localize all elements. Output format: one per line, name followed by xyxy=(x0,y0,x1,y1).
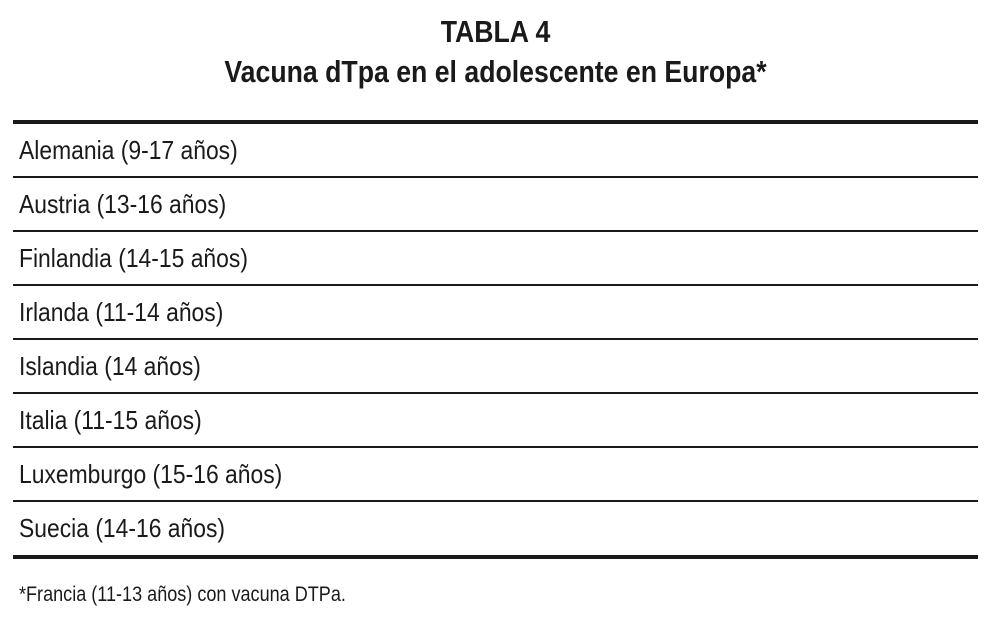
row-label: Austria (13-16 años) xyxy=(19,188,227,219)
footnote: *Francia (11-13 años) con vacuna DTPa. xyxy=(19,583,346,606)
row-label: Irlanda (11-14 años) xyxy=(19,296,224,327)
table-row xyxy=(13,124,978,178)
table-row xyxy=(13,340,978,394)
row-label: Italia (11-15 años) xyxy=(19,404,202,435)
table-row xyxy=(13,286,978,340)
table-title: Vacuna dTpa en el adolescente en Europa* xyxy=(224,54,767,89)
table-row xyxy=(13,178,978,232)
table-number: TABLA 4 xyxy=(440,14,551,49)
table-row xyxy=(13,448,978,502)
table-row xyxy=(13,394,978,448)
row-label: Luxemburgo (15-16 años) xyxy=(19,458,283,489)
row-label: Alemania (9-17 años) xyxy=(19,134,238,165)
row-label: Islandia (14 años) xyxy=(19,350,201,381)
row-label: Suecia (14-16 años) xyxy=(19,513,226,543)
country-table xyxy=(13,120,978,559)
table-row xyxy=(13,502,978,555)
title-block xyxy=(0,12,991,92)
row-label: Finlandia (14-15 años) xyxy=(19,242,248,273)
table-row xyxy=(13,232,978,286)
